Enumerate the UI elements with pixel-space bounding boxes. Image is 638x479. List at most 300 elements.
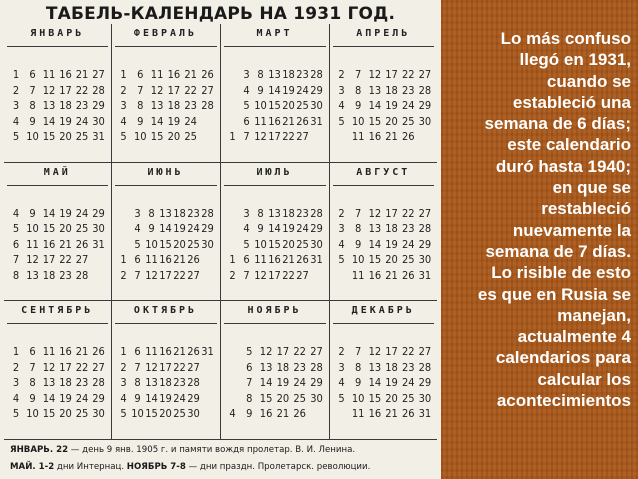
holiday-line <box>10 442 438 459</box>
day-number: 19 <box>385 376 398 390</box>
day-number: 6 <box>137 68 144 81</box>
day-number: 23 <box>75 99 89 112</box>
day-number: 14 <box>268 83 281 97</box>
week-column <box>26 67 40 145</box>
day-number: 8 <box>355 222 362 236</box>
day-number: 16 <box>268 114 281 128</box>
day-number: 27 <box>310 345 323 359</box>
day-number: 5 <box>12 222 20 236</box>
day-number <box>204 114 210 130</box>
day-number: 19 <box>276 376 290 390</box>
day-number: 13 <box>368 360 382 374</box>
month-block <box>112 24 221 163</box>
week-columns <box>115 47 217 145</box>
day-number: 25 <box>75 130 89 143</box>
day-number: 12 <box>368 206 382 220</box>
day-number: 6 <box>134 345 141 359</box>
week-column <box>240 67 254 145</box>
day-number: 30 <box>418 114 432 128</box>
week-column <box>131 344 145 422</box>
day-number: 27 <box>92 68 105 81</box>
day-number: 21 <box>173 345 186 359</box>
day-number: 1 <box>229 253 236 267</box>
day-number: 24 <box>401 237 415 251</box>
week-column <box>335 67 349 145</box>
day-number: 11 <box>150 68 164 81</box>
day-number: 22 <box>282 268 295 282</box>
day-number: 12 <box>150 83 164 97</box>
day-number: 8 <box>29 376 36 390</box>
day-number: 24 <box>75 391 89 405</box>
day-number <box>229 391 235 407</box>
day-number: 23 <box>75 376 89 390</box>
day-number: 26 <box>92 345 105 359</box>
day-number: 1 <box>120 253 127 267</box>
day-number: 10 <box>351 253 365 267</box>
day-number: 2 <box>229 268 236 282</box>
day-number <box>229 344 235 360</box>
day-number: 19 <box>59 206 72 220</box>
day-number: 10 <box>134 130 147 143</box>
week-column <box>418 206 432 284</box>
day-number: 5 <box>338 114 345 128</box>
day-number: 6 <box>243 253 250 267</box>
day-number: 5 <box>246 345 253 359</box>
day-number: 25 <box>401 253 415 267</box>
day-number: 29 <box>201 222 214 236</box>
week-column <box>42 206 56 284</box>
month-name: АВГУСТ <box>333 163 435 186</box>
day-number <box>338 268 344 284</box>
day-number: 16 <box>159 253 172 267</box>
day-number: 8 <box>134 376 141 390</box>
week-column <box>259 344 273 422</box>
week-column <box>276 344 290 422</box>
week-column <box>9 206 23 284</box>
week-column <box>368 67 382 145</box>
day-number: 26 <box>201 68 214 81</box>
day-number: 22 <box>59 253 72 267</box>
day-number: 13 <box>368 222 382 236</box>
week-column <box>173 344 187 422</box>
month-name: НОЯБРЬ <box>224 301 326 324</box>
week-column <box>385 206 399 284</box>
day-number: 27 <box>75 253 89 267</box>
day-number: 26 <box>296 114 309 128</box>
day-number: 5 <box>243 99 250 112</box>
day-number: 24 <box>401 376 415 390</box>
holiday-description: — дни праздн. Пролетарск. революции. <box>185 462 371 472</box>
day-number: 26 <box>293 407 306 421</box>
day-number: 15 <box>368 253 382 267</box>
day-number: 12 <box>368 345 382 359</box>
day-number <box>95 268 101 284</box>
month-block <box>221 24 330 163</box>
day-number: 4 <box>12 391 20 405</box>
day-number: 18 <box>276 360 290 374</box>
week-columns <box>333 324 435 422</box>
day-number: 4 <box>12 114 20 128</box>
day-number: 4 <box>243 83 250 97</box>
day-number: 10 <box>254 99 267 112</box>
day-number: 21 <box>282 114 295 128</box>
day-number: 7 <box>243 268 250 282</box>
day-number: 29 <box>418 99 432 112</box>
day-number: 12 <box>42 83 56 97</box>
day-number <box>120 237 126 253</box>
day-number: 12 <box>368 68 382 81</box>
week-column <box>187 344 201 422</box>
day-number: 24 <box>293 376 306 390</box>
day-number: 18 <box>42 268 56 282</box>
day-number: 4 <box>338 376 345 390</box>
day-number: 29 <box>187 391 200 405</box>
caption-line: nuevamente la <box>512 220 631 240</box>
day-number: 23 <box>401 83 415 97</box>
day-number: 17 <box>385 68 398 81</box>
day-number: 14 <box>368 376 382 390</box>
day-number: 25 <box>401 391 415 405</box>
day-number: 4 <box>338 237 345 251</box>
day-number: 29 <box>92 391 105 405</box>
day-number: 11 <box>42 68 56 81</box>
day-number: 21 <box>75 68 89 81</box>
month-block <box>330 301 438 440</box>
week-column <box>296 67 310 145</box>
day-number: 19 <box>159 391 172 405</box>
day-number: 25 <box>293 391 306 405</box>
caption-line: calendarios para <box>495 348 631 368</box>
day-number: 11 <box>254 114 267 128</box>
month-name: ОКТЯБРЬ <box>115 301 217 324</box>
day-number: 9 <box>137 114 144 128</box>
day-number: 23 <box>59 268 72 282</box>
day-number: 10 <box>254 237 267 251</box>
day-number: 30 <box>92 222 105 236</box>
day-number: 23 <box>293 360 306 374</box>
day-number: 20 <box>159 407 172 421</box>
caption-line: llegó en 1931, <box>519 50 631 70</box>
day-number: 15 <box>150 130 164 143</box>
day-number: 27 <box>296 268 309 282</box>
day-number: 18 <box>59 99 72 112</box>
month-block <box>112 301 221 440</box>
day-number: 11 <box>145 345 158 359</box>
day-number: 28 <box>418 83 432 97</box>
day-number: 2 <box>120 360 127 374</box>
day-number: 27 <box>201 83 214 97</box>
day-number: 3 <box>12 376 20 390</box>
day-number: 9 <box>257 222 264 236</box>
day-number <box>338 406 344 422</box>
day-number: 15 <box>159 237 172 251</box>
day-number: 17 <box>385 345 398 359</box>
day-number: 9 <box>355 237 362 251</box>
day-number: 11 <box>351 130 365 143</box>
day-number: 16 <box>159 345 172 359</box>
day-number: 15 <box>42 222 56 236</box>
month-block <box>330 163 438 302</box>
month-block <box>221 301 330 440</box>
day-number <box>229 83 235 99</box>
day-number: 25 <box>184 130 197 143</box>
day-number: 21 <box>276 407 290 421</box>
week-column <box>226 344 240 422</box>
day-number: 16 <box>59 68 72 81</box>
day-number: 17 <box>167 83 181 97</box>
day-number: 8 <box>355 360 362 374</box>
day-number: 13 <box>268 206 281 220</box>
day-number <box>204 406 210 422</box>
caption-line: duró hasta 1940; <box>495 156 631 176</box>
month-name: ФЕВРАЛЬ <box>115 24 217 47</box>
day-number: 25 <box>296 99 309 112</box>
day-number <box>204 129 210 145</box>
day-number: 4 <box>243 222 250 236</box>
day-number: 5 <box>120 130 127 143</box>
day-number: 7 <box>29 83 36 97</box>
day-number: 19 <box>385 237 398 251</box>
day-number <box>313 129 319 145</box>
day-number: 12 <box>145 268 158 282</box>
day-number <box>95 252 101 268</box>
day-number: 28 <box>418 222 432 236</box>
month-name: МАЙ <box>7 163 108 186</box>
day-number: 21 <box>385 268 398 282</box>
day-number: 2 <box>120 268 127 282</box>
day-number <box>204 391 210 407</box>
day-number: 31 <box>310 114 323 128</box>
week-column <box>145 344 159 422</box>
day-number: 3 <box>12 99 20 112</box>
week-column <box>200 67 214 145</box>
day-number <box>313 268 319 284</box>
day-number: 4 <box>134 222 141 236</box>
day-number: 28 <box>92 376 105 390</box>
day-number: 13 <box>368 83 382 97</box>
day-number: 12 <box>254 268 267 282</box>
day-number: 16 <box>59 345 72 359</box>
week-column <box>117 206 131 284</box>
week-column <box>296 206 310 284</box>
day-number: 3 <box>338 222 345 236</box>
day-number: 30 <box>310 99 323 112</box>
day-number: 9 <box>246 407 253 421</box>
day-number: 7 <box>134 360 141 374</box>
day-number: 20 <box>276 391 290 405</box>
week-column <box>59 344 73 422</box>
day-number: 25 <box>187 237 200 251</box>
day-number: 17 <box>159 268 172 282</box>
day-number: 9 <box>134 391 141 405</box>
day-number: 24 <box>75 114 89 128</box>
day-number: 25 <box>75 407 89 421</box>
day-number: 30 <box>418 391 432 405</box>
month-block <box>4 163 112 302</box>
week-column <box>150 67 164 145</box>
month-name: АПРЕЛЬ <box>333 24 435 47</box>
day-number: 3 <box>243 206 250 220</box>
day-number: 22 <box>401 206 415 220</box>
day-number: 8 <box>29 99 36 112</box>
day-number: 14 <box>145 391 158 405</box>
day-number: 24 <box>401 99 415 112</box>
week-column <box>9 67 23 145</box>
day-number: 12 <box>259 345 273 359</box>
day-number: 20 <box>59 407 72 421</box>
week-column <box>159 344 173 422</box>
day-number: 22 <box>173 268 186 282</box>
day-number: 9 <box>355 376 362 390</box>
week-column <box>59 206 73 284</box>
day-number: 4 <box>338 99 345 112</box>
day-number: 22 <box>184 83 197 97</box>
day-number: 20 <box>167 130 181 143</box>
day-number: 21 <box>385 407 398 421</box>
day-number: 11 <box>42 345 56 359</box>
week-columns <box>224 186 326 284</box>
day-number: 7 <box>243 130 250 143</box>
caption-line: es que en Rusia se <box>477 284 631 304</box>
day-number: 31 <box>418 407 432 421</box>
day-number: 24 <box>173 391 186 405</box>
day-number: 13 <box>42 376 56 390</box>
day-number: 31 <box>418 268 432 282</box>
day-number: 14 <box>42 391 56 405</box>
day-number: 11 <box>26 237 39 251</box>
week-column <box>351 344 365 422</box>
day-number: 1 <box>12 345 20 359</box>
day-number: 17 <box>276 345 290 359</box>
week-column <box>26 344 40 422</box>
week-column <box>268 206 282 284</box>
day-number: 3 <box>338 360 345 374</box>
day-number: 5 <box>134 237 141 251</box>
caption-line: calcular los <box>537 369 631 389</box>
day-number: 29 <box>92 206 105 220</box>
day-number: 23 <box>296 206 309 220</box>
week-column <box>59 67 73 145</box>
caption-line: manejan, <box>557 305 631 325</box>
week-column <box>117 344 131 422</box>
calendar-title: ТАБЕЛЬ-КАЛЕНДАРЬ НА 1931 ГОД. <box>45 4 396 24</box>
day-number: 16 <box>259 407 273 421</box>
day-number: 17 <box>268 130 281 143</box>
day-number <box>313 406 319 422</box>
day-number <box>120 206 126 222</box>
week-column <box>293 344 307 422</box>
day-number: 16 <box>368 130 382 143</box>
week-column <box>240 206 254 284</box>
holiday-line <box>10 459 438 476</box>
week-column <box>75 206 89 284</box>
day-number: 3 <box>243 68 250 81</box>
week-columns <box>333 47 435 145</box>
day-number: 4 <box>229 407 236 421</box>
day-number: 31 <box>92 237 105 251</box>
caption-line: acontecimientos <box>496 391 631 411</box>
month-block <box>112 163 221 302</box>
day-number: 25 <box>296 237 309 251</box>
day-number: 18 <box>282 68 295 81</box>
day-number: 13 <box>42 99 56 112</box>
day-number: 16 <box>167 68 181 81</box>
day-number: 20 <box>385 114 398 128</box>
week-column <box>310 67 324 145</box>
day-number: 28 <box>201 99 214 112</box>
day-number: 6 <box>243 114 250 128</box>
week-column <box>401 67 415 145</box>
day-number: 4 <box>120 391 127 405</box>
week-column <box>368 206 382 284</box>
day-number: 2 <box>12 83 20 97</box>
caption-line: en que se <box>552 178 631 198</box>
day-number: 17 <box>42 253 56 267</box>
day-number: 18 <box>282 206 295 220</box>
day-number: 27 <box>187 360 200 374</box>
day-number: 16 <box>368 407 382 421</box>
day-number: 22 <box>401 345 415 359</box>
week-column <box>282 67 296 145</box>
month-block <box>4 301 112 440</box>
day-number: 18 <box>385 222 398 236</box>
day-number: 21 <box>75 345 89 359</box>
week-column <box>385 344 399 422</box>
day-number: 22 <box>282 130 295 143</box>
week-column <box>282 206 296 284</box>
day-number: 27 <box>418 345 432 359</box>
day-number: 19 <box>173 222 186 236</box>
week-column <box>418 344 432 422</box>
day-number: 11 <box>351 407 365 421</box>
caption-line: este calendario <box>507 135 631 155</box>
week-column <box>351 206 365 284</box>
day-number: 14 <box>42 206 56 220</box>
day-number: 21 <box>59 237 72 251</box>
day-number: 17 <box>59 83 72 97</box>
day-number: 29 <box>310 222 323 236</box>
week-column <box>226 206 240 284</box>
week-column <box>254 206 268 284</box>
day-number: 9 <box>29 114 36 128</box>
day-number: 20 <box>385 391 398 405</box>
day-number: 1 <box>120 345 127 359</box>
day-number: 27 <box>187 268 200 282</box>
day-number: 30 <box>92 407 105 421</box>
day-number: 26 <box>401 407 415 421</box>
month-block <box>4 24 112 163</box>
week-column <box>401 344 415 422</box>
day-number: 24 <box>75 206 89 220</box>
caption-line: cuando se <box>546 71 631 91</box>
month-name: ИЮНЬ <box>115 163 217 186</box>
day-number: 9 <box>257 83 264 97</box>
day-number: 19 <box>385 99 398 112</box>
day-number: 21 <box>385 130 398 143</box>
day-number: 31 <box>92 130 105 143</box>
week-column <box>385 67 399 145</box>
caption-line: semana de 7 días. <box>485 241 631 261</box>
day-number: 8 <box>137 99 144 112</box>
day-number: 3 <box>134 206 141 220</box>
day-number: 30 <box>201 237 214 251</box>
day-number: 30 <box>92 114 105 128</box>
day-number: 15 <box>368 391 382 405</box>
day-number: 27 <box>418 68 432 81</box>
week-columns <box>115 324 217 422</box>
day-number: 8 <box>148 206 155 220</box>
day-number: 24 <box>187 222 200 236</box>
